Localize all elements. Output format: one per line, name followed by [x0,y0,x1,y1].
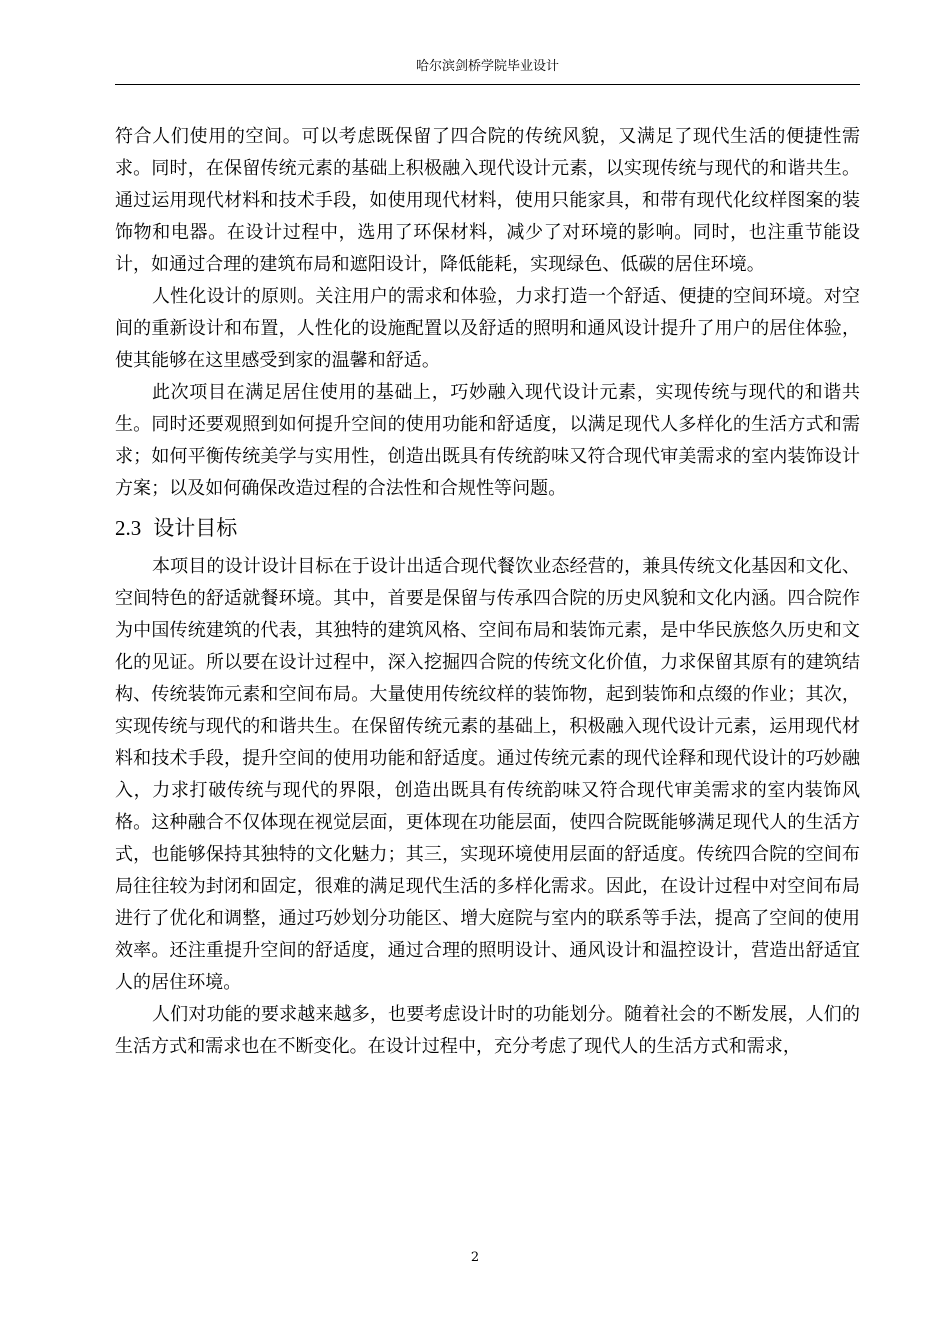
page-header-title: 哈尔滨剑桥学院毕业设计 [415,59,559,74]
paragraph-2: 人性化设计的原则。关注用户的需求和体验，力求打造一个舒适、便捷的空间环境。对空间的重新设计和布置，人性化的设施配置以及舒适的照明和通风设计提升了用户的居住体验，使其能够在这里感受到家的温馨和舒适。 [115,286,860,371]
section-heading [115,510,860,546]
page-number: 2 [470,1250,480,1265]
body-text [115,121,860,1063]
paragraph-4: 本项目的设计设计目标在于设计出适合现代餐饮业态经营的，兼具传统文化基因和文化、空间特色的舒适就餐环境。其中，首要是保留与传承四合院的历史风貌和文化内涵。四合院作为中国传统建筑的代表，其独特的建筑风格、空间布局和装饰元素，是中华民族悠久历史和文化的见证。所以要在设计过程中，深入挖掘四合院的传统文化价值，力求保留其原有的建筑结构、传统装饰元素和空间布局。大量使用传统纹样的装饰物，起到装饰和点缀的作业；其次，实现传统与现代的和谐共生。在保留传统元素的基础上，积极融入现代设计元素，运用现代材料和技术手段，提升空间的使用功能和舒适度。通过传统元素的现代诠释和现代设计的巧妙融入，力求打破传统与现代的界限，创造出既具有传统韵味又符合现代审美需求的室内装饰风格。这种融合不仅体现在视觉层面，更体现在功能层面，使四合院既能够满足现代人的生活方式，也能够保持其独特的文化魅力；其三，实现环境使用层面的舒适度。传统四合院的空间布局往往较为封闭和固定，很难的满足现代生活的多样化需求。因此，在设计过程中对空间布局进行了优化和调整，通过巧妙划分功能区、增大庭院与室内的联系等手法，提高了空间的使用效率。还注重提升空间的舒适度，通过合理的照明设计、通风设计和温控设计，营造出舒适宜人的居住环境。 [115,556,860,993]
header-divider [115,84,860,85]
paragraph-1: 符合人们使用的空间。可以考虑既保留了四合院的传统风貌，又满足了现代生活的便捷性需求。同时，在保留传统元素的基础上积极融入现代设计元素，以实现传统与现代的和谐共生。通过运用现代材料和技术手段，如使用现代材料，使用只能家具，和带有现代化纹样图案的装饰物和电器。在设计过程中，选用了环保材料，减少了对环境的影响。同时，也注重节能设计，如通过合理的建筑布局和遮阳设计，降低能耗，实现绿色、低碳的居住环境。 [115,126,860,275]
paragraph-3: 此次项目在满足居住使用的基础上，巧妙融入现代设计元素，实现传统与现代的和谐共生。同时还要观照到如何提升空间的使用功能和舒适度，以满足现代人多样化的生活方式和需求；如何平衡传统美学与实用性，创造出既具有传统韵味又符合现代审美需求的室内装饰设计方案；以及如何确保改造过程的合法性和合规性等问题。 [115,382,860,499]
section-title: 设计目标 [153,516,238,540]
paragraph-5: 人们对功能的要求越来越多，也要考虑设计时的功能划分。随着社会的不断发展，人们的生活方式和需求也在不断变化。在设计过程中，充分考虑了现代人的生活方式和需求， [115,1004,860,1057]
section-number: 2.3 [115,516,142,540]
